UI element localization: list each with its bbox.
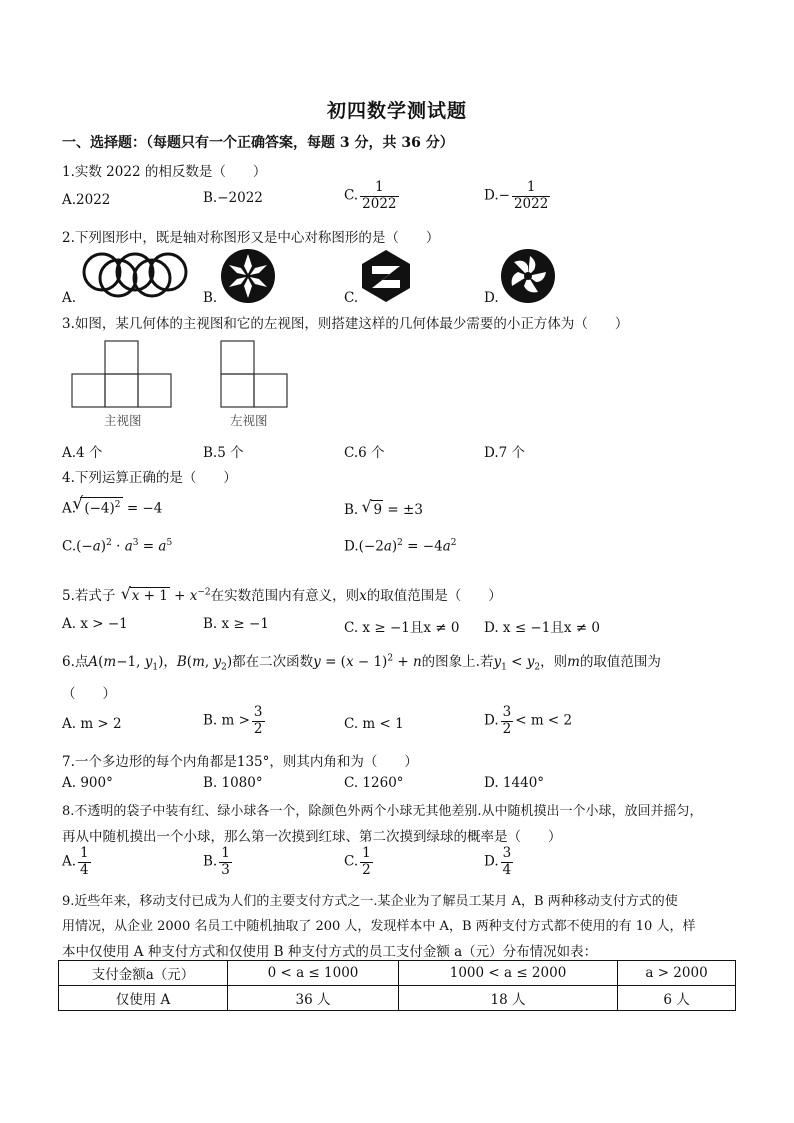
question-4-stem: 4.下列运算正确的是（ ）: [62, 470, 237, 486]
q3-option-c: C.6 个: [344, 445, 385, 461]
front-view-figure: [70, 340, 174, 412]
q2-option-d: D.: [484, 290, 499, 306]
q7-option-d: D. 1440°: [484, 775, 545, 791]
question-9-line-2: 用情况，从企业 2000 名员工中随机抽取了 200 人，发现样本中 A，B 两种支付方式都不使用的有 10 人，样: [62, 919, 696, 934]
q3-option-b: B.5 个: [203, 445, 244, 461]
q5-option-c: C. x ≥ −1且x ≠ 0: [344, 620, 460, 636]
table-header-cell: 1000 < a ≤ 2000: [399, 961, 618, 986]
question-5-stem: 5.若式子 √ $x + 1 + x^{-2}$在实数范围内有意义，则x的取值范围是（ ）: [62, 584, 502, 604]
question-3-stem: 3.如图，某几何体的主视图和它的左视图，则搭建这样的几何体最少需要的小正方体为（ ）: [62, 316, 629, 332]
q8-option-c: C. $\frac{1}{2}$: [344, 845, 371, 878]
q6-option-d: D. $\frac{3}{2}$ < m < 2: [484, 704, 573, 737]
question-6-paren: （ ）: [62, 686, 116, 702]
q4-option-d: $D.(-2a)^2 = -4a^2$: [344, 538, 457, 555]
q7-option-a: A. 900°: [62, 775, 113, 791]
q4-option-a: A. √ $(-4)^2 = -4$: [62, 494, 163, 517]
q1-option-c: C. $\frac{1}{2022}$: [344, 179, 397, 212]
q2-option-a: A.: [62, 290, 77, 306]
q1-option-a: A.2022: [62, 192, 111, 208]
q5-option-a: A. x > −1: [62, 616, 128, 632]
q8-option-a: A. $\frac{1}{4}$: [62, 845, 89, 878]
question-9-line-3: 本中仅使用 A 种支付方式和仅使用 B 种支付方式的员工支付金额 a（元）分布情况如表：: [62, 944, 598, 960]
snowflake-emblem-icon: [220, 248, 276, 304]
question-2-stem: 2.下列图形中，既是轴对称图形又是中心对称图形的是（ ）: [62, 230, 440, 246]
section-heading: 一、选择题：（每题只有一个正确答案，每题 3 分，共 36 分）: [62, 135, 454, 151]
question-8-line-2: 再从中随机摸出一个小球，那么第一次摸到红球、第二次摸到绿球的概率是（ ）: [62, 829, 562, 845]
z-emblem-icon: [358, 248, 414, 304]
q8-option-b: B. $\frac{1}{3}$: [203, 845, 230, 878]
q8-option-d: D. $\frac{3}{4}$: [484, 845, 512, 878]
table-cell: 仅使用 A: [59, 986, 228, 1011]
q5-option-b: B. x ≥ −1: [203, 616, 269, 632]
question-7-stem: 7.一个多边形的每个内角都是135°，则其内角和为（ ）: [62, 754, 418, 770]
q6-option-c: C. m < 1: [344, 716, 404, 732]
payment-distribution-table: [58, 960, 736, 1011]
olympic-rings-icon: [80, 248, 190, 300]
question-1-stem: 1.实数 2022 的相反数是（ ）: [62, 164, 267, 180]
table-cell: 6 人: [618, 986, 736, 1011]
table-cell: 36 人: [228, 986, 399, 1011]
table-header-row: [59, 961, 736, 986]
question-9-line-1: 9.近些年来，移动支付已成为人们的主要支付方式之一.某企业为了解员工某月 A，B 两种移动支付方式的使: [62, 894, 678, 909]
q6-option-b: B. m > $\frac{3}{2}$: [203, 704, 263, 737]
q7-option-b: B. 1080°: [203, 775, 263, 791]
q1-option-d: D.− $\frac{1}{2022}$: [484, 179, 549, 212]
shuriken-emblem-icon: [500, 248, 556, 304]
table-header-cell: 0 < a ≤ 1000: [228, 961, 399, 986]
q5-option-d: D. x ≤ −1且x ≠ 0: [484, 620, 600, 636]
question-8-line-1: 8.不透明的袋子中装有红、绿小球各一个，除颜色外两个小球无其他差别.从中随机摸出一个小球，放回并摇匀，: [62, 804, 703, 819]
left-view-label: 左视图: [230, 413, 268, 428]
q4-option-c: $C.(-a)^2 \cdot a^3 = a^5$: [62, 538, 173, 555]
table-header-cell: 支付金额a（元）: [59, 961, 228, 986]
q1-option-b: B.−2022: [203, 190, 263, 206]
table-row: [59, 986, 736, 1011]
table-header-cell: a > 2000: [618, 961, 736, 986]
question-6-stem: 6.点A(m−1, $y_1$)，B(m, $y_2$)都在二次函数$y = (x - 1)^2 + n$的图象上.若$y_1 < y_2$，则m的取值范围为: [62, 653, 661, 673]
q3-option-a: A.4 个: [62, 445, 103, 461]
q3-option-d: D.7 个: [484, 445, 526, 461]
q6-option-a: A. m > 2: [62, 716, 122, 732]
front-view-label: 主视图: [104, 413, 142, 428]
left-view-figure: [220, 340, 290, 412]
table-cell: 18 人: [399, 986, 618, 1011]
q4-option-b: B. √ 9 = ±3: [344, 497, 423, 518]
q2-option-c: C.: [344, 290, 359, 306]
q7-option-c: C. 1260°: [344, 775, 404, 791]
q2-option-b: B.: [203, 290, 218, 306]
page-title: 初四数学测试题: [326, 100, 467, 122]
